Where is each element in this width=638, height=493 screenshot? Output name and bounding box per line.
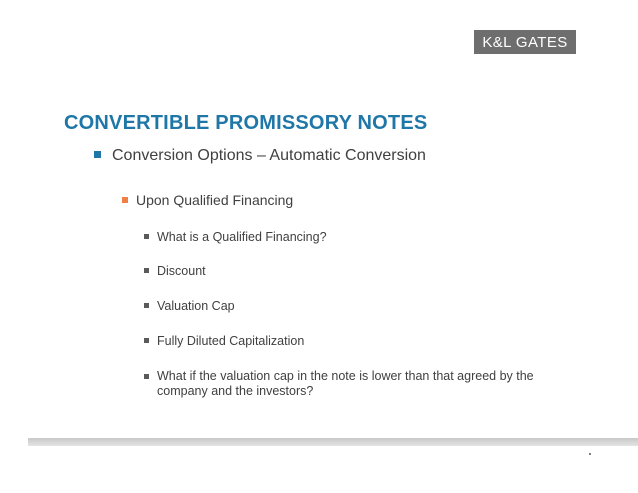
bullet-level3-text: Discount [157, 264, 206, 278]
kl-gates-logo [474, 30, 576, 54]
square-bullet-icon [144, 303, 149, 308]
bullet-level2-text: Upon Qualified Financing [136, 192, 294, 208]
logo-text: K&L GATES [482, 33, 568, 51]
bullet-level3-item [144, 230, 327, 245]
bullet-level2 [122, 192, 293, 208]
bullet-level3-text: Valuation Cap [157, 299, 235, 313]
square-bullet-icon [144, 234, 149, 239]
bullet-level3-item [144, 334, 304, 349]
bullet-level3-item [144, 369, 584, 399]
square-bullet-icon [122, 197, 128, 203]
square-bullet-icon [144, 338, 149, 343]
page-number-mark [589, 453, 591, 455]
footer-divider [28, 438, 638, 446]
bullet-level3-text: What if the valuation cap in the note is lower than that agreed by the company and the investors? [157, 369, 534, 398]
bullet-level1 [94, 147, 426, 165]
bullet-level3-item [144, 299, 235, 314]
slide-title: CONVERTIBLE PROMISSORY NOTES [64, 112, 428, 134]
square-bullet-icon [144, 268, 149, 273]
bullet-level3-item [144, 264, 206, 279]
bullet-level3-text: What is a Qualified Financing? [157, 230, 327, 244]
bullet-level3-text: Fully Diluted Capitalization [157, 334, 305, 348]
square-bullet-icon [94, 151, 101, 158]
square-bullet-icon [144, 374, 149, 379]
bullet-level1-text: Conversion Options – Automatic Conversion [112, 147, 426, 164]
